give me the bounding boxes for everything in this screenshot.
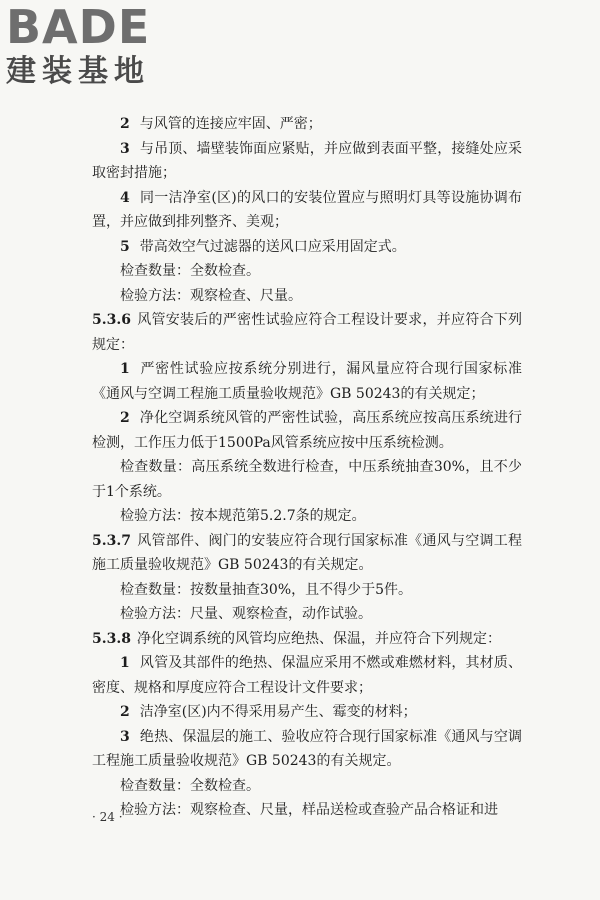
inspection-quantity: 检查数量：全数检查。 bbox=[120, 777, 260, 794]
body-paragraph: 1 严密性试验应按系统分别进行，漏风量应符合现行国家标准《通风与空调工程施工质量验收规范》GB 50243的有关规定； bbox=[92, 361, 522, 402]
inspection-quantity: 检查数量：按数量抽查30%，且不得少于5件。 bbox=[120, 581, 413, 598]
body-paragraph: 1 风管及其部件的绝热、保温应采用不燃或难燃材料，其材质、密度、规格和厚度应符合工程设计文件要求； bbox=[92, 655, 522, 696]
inspection-quantity: 检查数量：高压系统全数进行检查，中压系统抽查30%，且不少于1个系统。 bbox=[92, 459, 522, 500]
document-body bbox=[92, 112, 522, 823]
inspection-method: 检验方法：观察检查、尺量，样品送检或查验产品合格证和进 bbox=[120, 802, 498, 818]
clause-5-3-7 bbox=[92, 529, 522, 627]
logo-chinese-text: 建装基地 bbox=[6, 54, 150, 89]
body-paragraph: 2 与风管的连接应牢固、严密； bbox=[120, 116, 322, 132]
logo-latin-text: BADE bbox=[6, 0, 151, 54]
body-paragraph: 3 绝热、保温层的施工、验收应符合现行国家标准《通风与空调工程施工质量验收规范》GB 50243的有关规定。 bbox=[92, 728, 522, 769]
inspection-method: 检验方法：按本规范第5.2.7条的规定。 bbox=[120, 508, 366, 524]
clause-5-3-8 bbox=[92, 627, 522, 823]
inspection-quantity: 检查数量：全数检查。 bbox=[120, 263, 260, 279]
clause-heading: 5.3.8 净化空调系统的风管均应绝热、保温，并应符合下列规定： bbox=[92, 630, 501, 647]
inspection-method: 检验方法：观察检查、尺量。 bbox=[120, 287, 302, 304]
body-paragraph: 5 带高效空气过滤器的送风口应采用固定式。 bbox=[120, 238, 406, 255]
page-number: · 24 · bbox=[92, 810, 123, 824]
inspection-method: 检验方法：尺量、观察检查，动作试验。 bbox=[120, 606, 372, 622]
body-paragraph: 4 同一洁净室(区)的风口的安装位置应与照明灯具等设施协调布置，并应做到排列整齐、美观； bbox=[92, 189, 522, 230]
continued-items bbox=[92, 112, 522, 308]
body-paragraph: 3 与吊顶、墙壁装饰面应紧贴，并应做到表面平整，接缝处应采取密封措施； bbox=[92, 140, 522, 181]
clause-heading: 5.3.7 风管部件、阀门的安装应符合现行国家标准《通风与空调工程施工质量验收规范》GB 50243的有关规定。 bbox=[92, 532, 522, 573]
clause-heading: 5.3.6 风管安装后的严密性试验应符合工程设计要求，并应符合下列规定： bbox=[92, 312, 522, 353]
bade-logo bbox=[6, 0, 176, 96]
clause-5-3-6 bbox=[92, 308, 522, 529]
body-paragraph: 2 净化空调系统风管的严密性试验，高压系统应按高压系统进行检测，工作压力低于1500Pa风管系统应按中压系统检测。 bbox=[92, 410, 522, 451]
body-paragraph: 2 洁净室(区)内不得采用易产生、霉变的材料； bbox=[120, 704, 417, 720]
